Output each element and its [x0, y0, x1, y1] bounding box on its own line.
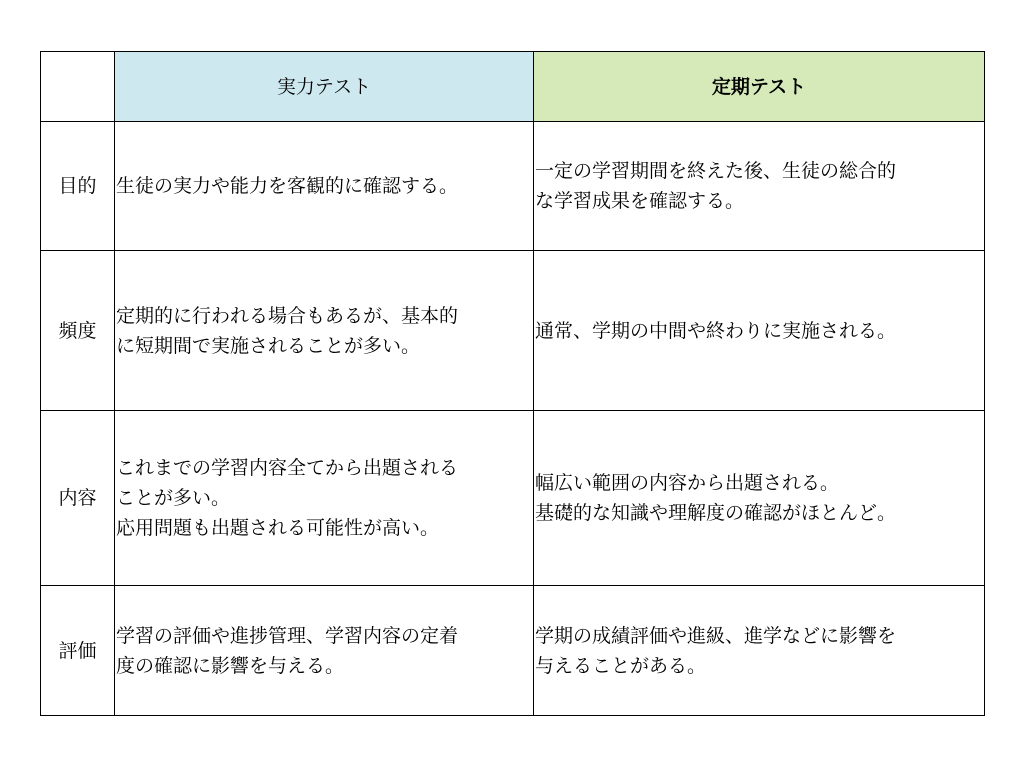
cell-line: 与えることがある。 [535, 654, 707, 677]
cell-line: な学習成果を確認する。 [535, 190, 745, 212]
cell-line: ことが多い。 [116, 487, 231, 509]
cell-line: 基礎的な知識や理解度の確認がほとんど。 [535, 502, 897, 524]
header-jitsuryoku-test: 実力テスト [115, 52, 534, 122]
cell-line: 度の確認に影響を与える。 [116, 654, 345, 677]
cell-teiki-hyouka [534, 586, 985, 716]
cell-jitsuryoku-naiyou [115, 411, 534, 586]
cell-line: 応用問題も出題される可能性が高い。 [116, 517, 440, 539]
row-label-hindo: 頻度 [41, 251, 115, 411]
cell-line: に短期間で実施されることが多い。 [116, 334, 421, 357]
cell-teiki-hindo [534, 251, 985, 411]
cell-jitsuryoku-mokuteki [115, 122, 534, 251]
cell-jitsuryoku-hyouka [115, 586, 534, 716]
row-label-naiyou: 内容 [41, 411, 115, 586]
table-header-row [41, 52, 985, 122]
table-row [41, 586, 985, 716]
row-label-hyouka: 評価 [41, 586, 115, 716]
cell-line: 学期の成績評価や進級、進学などに影響を [535, 624, 897, 647]
comparison-table-wrapper [40, 51, 985, 716]
table-row [41, 251, 985, 411]
table-row [41, 411, 985, 586]
cell-line: 定期的に行われる場合もあるが、基本的 [116, 304, 459, 327]
cell-teiki-naiyou [534, 411, 985, 586]
comparison-table [40, 51, 985, 716]
cell-jitsuryoku-hindo [115, 251, 534, 411]
row-label-mokuteki: 目的 [41, 122, 115, 251]
cell-line: 幅広い範囲の内容から出題される。 [535, 472, 840, 494]
cell-line: これまでの学習内容全てから出題される [116, 457, 459, 479]
cell-teiki-mokuteki [534, 122, 985, 251]
cell-line: 一定の学習期間を終えた後、生徒の総合的 [535, 160, 897, 182]
cell-line: 通常、学期の中間や終わりに実施される。 [535, 319, 897, 342]
header-teiki-test: 定期テスト [534, 52, 985, 122]
header-corner-cell [41, 52, 115, 122]
cell-line: 生徒の実力や能力を客観的に確認する。 [116, 175, 459, 197]
cell-line: 学習の評価や進捗管理、学習内容の定着 [116, 624, 459, 647]
table-row [41, 122, 985, 251]
